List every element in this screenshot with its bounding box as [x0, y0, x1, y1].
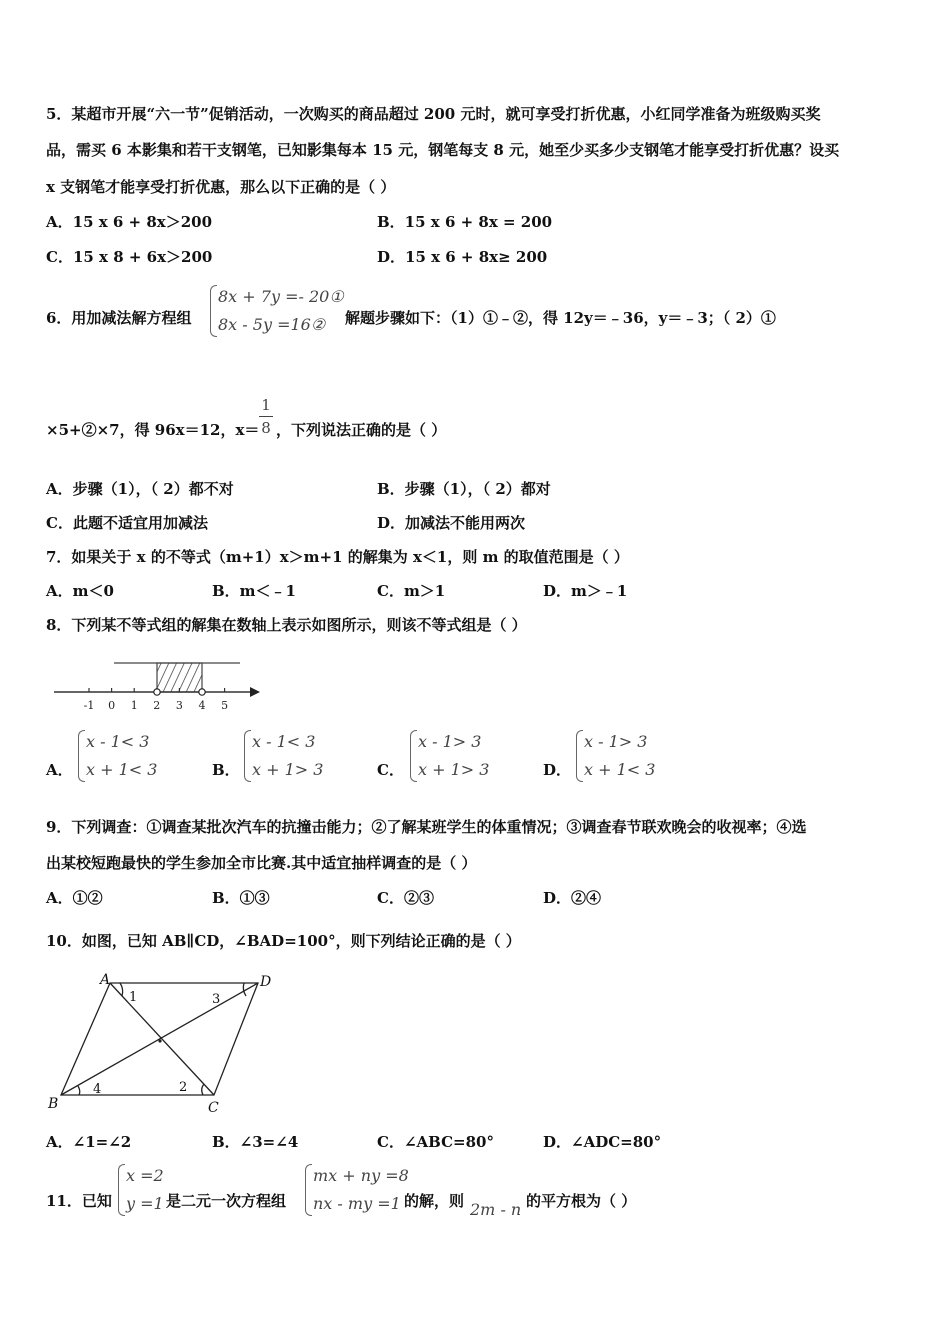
q6-fraction-denominator: 8: [261, 419, 271, 437]
q7-option-d[interactable]: D．m＞﹣1: [543, 582, 628, 600]
vertex-d-label: D: [260, 974, 272, 990]
q8-b-eq1: x - 1< 3: [252, 732, 316, 751]
diagonal-intersection: [158, 1039, 161, 1042]
q11-stem-after: 的解，则: [404, 1192, 465, 1210]
q5-option-d[interactable]: D．15 x 6 + 8x≥ 200: [377, 248, 548, 266]
q8-a-eq1: x - 1< 3: [86, 732, 150, 751]
q11-stem-end: 的平方根为（ ）: [526, 1192, 637, 1210]
q6-option-c[interactable]: C．此题不适宜用加减法: [46, 514, 208, 532]
q6-option-a[interactable]: A．步骤（1），（ 2）都不对: [46, 480, 234, 498]
axis-tick-label: 1: [130, 699, 138, 712]
q9-option-d[interactable]: D．②④: [543, 889, 602, 907]
q7-option-b[interactable]: B．m＜﹣1: [212, 582, 296, 600]
q11-stem-prefix: 11．已知: [46, 1192, 112, 1210]
q6-stem-line2-end: ，下列说法正确的是（ ）: [276, 421, 447, 439]
q11-stem-mid: 是二元一次方程组: [166, 1192, 287, 1210]
q5-stem-line1: 5．某超市开展“六一节”促销活动，一次购买的商品超过 200 元时，就可享受打折优惠，小红同学准备为班级购买奖: [46, 105, 821, 123]
q8-a-eq2: x + 1< 3: [86, 760, 158, 779]
angle-2-label: 2: [179, 1080, 188, 1095]
q5-option-c[interactable]: C．15 x 8 + 6x＞200: [46, 248, 213, 266]
q8-option-c-label[interactable]: C．: [377, 761, 404, 779]
q5-option-a[interactable]: A．15 x 6 + 8x＞200: [46, 213, 213, 231]
q8-option-d-system[interactable]: [576, 728, 655, 784]
diagonal-ac: [110, 983, 214, 1095]
open-circle-at-2: [154, 689, 160, 695]
angle-4-arc: [78, 1086, 80, 1095]
q8-c-eq1: x - 1> 3: [418, 732, 482, 751]
open-circle-at-4: [199, 689, 205, 695]
q6-equation-system: [210, 283, 344, 339]
angle-4-label: 4: [93, 1082, 102, 1097]
q6-stem-prefix: 6．用加减法解方程组: [46, 309, 192, 327]
q5-option-b[interactable]: B．15 x 6 + 8x = 200: [377, 213, 553, 231]
q6-equation-1: 8x + 7y =- 20①: [218, 287, 344, 306]
q11-solution-x: x =2: [126, 1166, 164, 1185]
q11-solution-y: y =1: [126, 1194, 164, 1213]
q9-option-a[interactable]: A．①②: [46, 889, 103, 907]
angle-1-label: 1: [129, 990, 138, 1005]
q9-option-c[interactable]: C．②③: [377, 889, 434, 907]
q11-solution-system: [118, 1162, 164, 1218]
q8-c-eq2: x + 1> 3: [418, 760, 490, 779]
q8-option-d-label[interactable]: D．: [543, 761, 572, 779]
q11-equation-system: [305, 1162, 409, 1218]
q6-option-d[interactable]: D．加减法不能用两次: [377, 514, 526, 532]
q8-stem: 8．下列某不等式组的解集在数轴上表示如图所示，则该不等式组是（ ）: [46, 616, 527, 634]
angle-2-arc: [202, 1084, 204, 1095]
q8-option-a-system[interactable]: [78, 728, 157, 784]
parallelogram-figure: [44, 970, 284, 1120]
q7-stem: 7．如果关于 x 的不等式（m+1）x＞m+1 的解集为 x＜1，则 m 的取值范围是（ ）: [46, 548, 629, 566]
axis-tick-label: -1: [83, 699, 95, 712]
q6-fraction-numerator: 1: [261, 396, 271, 414]
q7-option-c[interactable]: C．m＞1: [377, 582, 446, 600]
q11-expression: 2m - n: [470, 1200, 522, 1219]
q10-option-b[interactable]: B．∠3=∠4: [212, 1133, 299, 1151]
q10-option-a[interactable]: A．∠1=∠2: [46, 1133, 132, 1151]
q6-option-b[interactable]: B．步骤（1），（ 2）都对: [377, 480, 551, 498]
q6-stem-line2: ×5+②×7，得 96x＝12，x＝: [46, 421, 260, 439]
q8-option-b-system[interactable]: [244, 728, 323, 784]
q5-stem-line3: x 支钢笔才能享受打折优惠，那么以下正确的是（ ）: [46, 178, 396, 196]
q10-option-c[interactable]: C．∠ABC=80°: [377, 1133, 494, 1151]
q11-equation-2: nx - my =1: [313, 1194, 401, 1213]
q8-option-c-system[interactable]: [410, 728, 489, 784]
axis-tick-label: 2: [153, 699, 161, 712]
vertex-b-label: B: [48, 1096, 59, 1112]
axis-tick-label: 0: [108, 699, 116, 712]
angle-3-label: 3: [212, 992, 221, 1007]
q8-b-eq2: x + 1> 3: [252, 760, 324, 779]
q8-option-b-label[interactable]: B．: [212, 761, 240, 779]
q8-option-a-label[interactable]: A．: [46, 761, 73, 779]
q9-option-b[interactable]: B．①③: [212, 889, 270, 907]
diagonal-bd: [61, 983, 258, 1095]
q5-stem-line2: 品，需买 6 本影集和若干支钢笔，已知影集每本 15 元，钢笔每支 8 元，她至少买多少支钢笔才能享受打折优惠？设买: [46, 141, 840, 159]
q8-d-eq1: x - 1> 3: [584, 732, 648, 751]
number-line-figure: [50, 652, 270, 714]
axis-tick-label: 3: [175, 699, 183, 712]
vertex-c-label: C: [208, 1100, 219, 1116]
q7-option-a[interactable]: A．m＜0: [46, 582, 114, 600]
q9-stem-line1: 9．下列调查：①调查某批次汽车的抗撞击能力；②了解某班学生的体重情况；③调查春节联欢晚会的收视率；④选: [46, 818, 807, 836]
q6-stem-steps: 解题步骤如下：（1）①﹣②，得 12y＝﹣36，y＝﹣3；（ 2）①: [345, 309, 776, 327]
q10-option-d[interactable]: D．∠ADC=80°: [543, 1133, 662, 1151]
solution-hatched-region: [157, 663, 202, 692]
q8-d-eq2: x + 1< 3: [584, 760, 656, 779]
q6-fraction: [259, 396, 273, 437]
axis-tick-label: 4: [198, 699, 206, 712]
q6-equation-2: 8x - 5y =16②: [218, 315, 326, 334]
axis-tick-label: 5: [221, 699, 229, 712]
q9-stem-line2: 出某校短跑最快的学生参加全市比赛.其中适宜抽样调查的是（ ）: [46, 854, 477, 872]
q10-stem: 10．如图，已知 AB∥CD，∠BAD=100°，则下列结论正确的是（ ）: [46, 932, 521, 950]
axis-arrow-icon: [250, 687, 260, 697]
vertex-a-label: A: [100, 972, 111, 988]
q11-equation-1: mx + ny =8: [313, 1166, 409, 1185]
